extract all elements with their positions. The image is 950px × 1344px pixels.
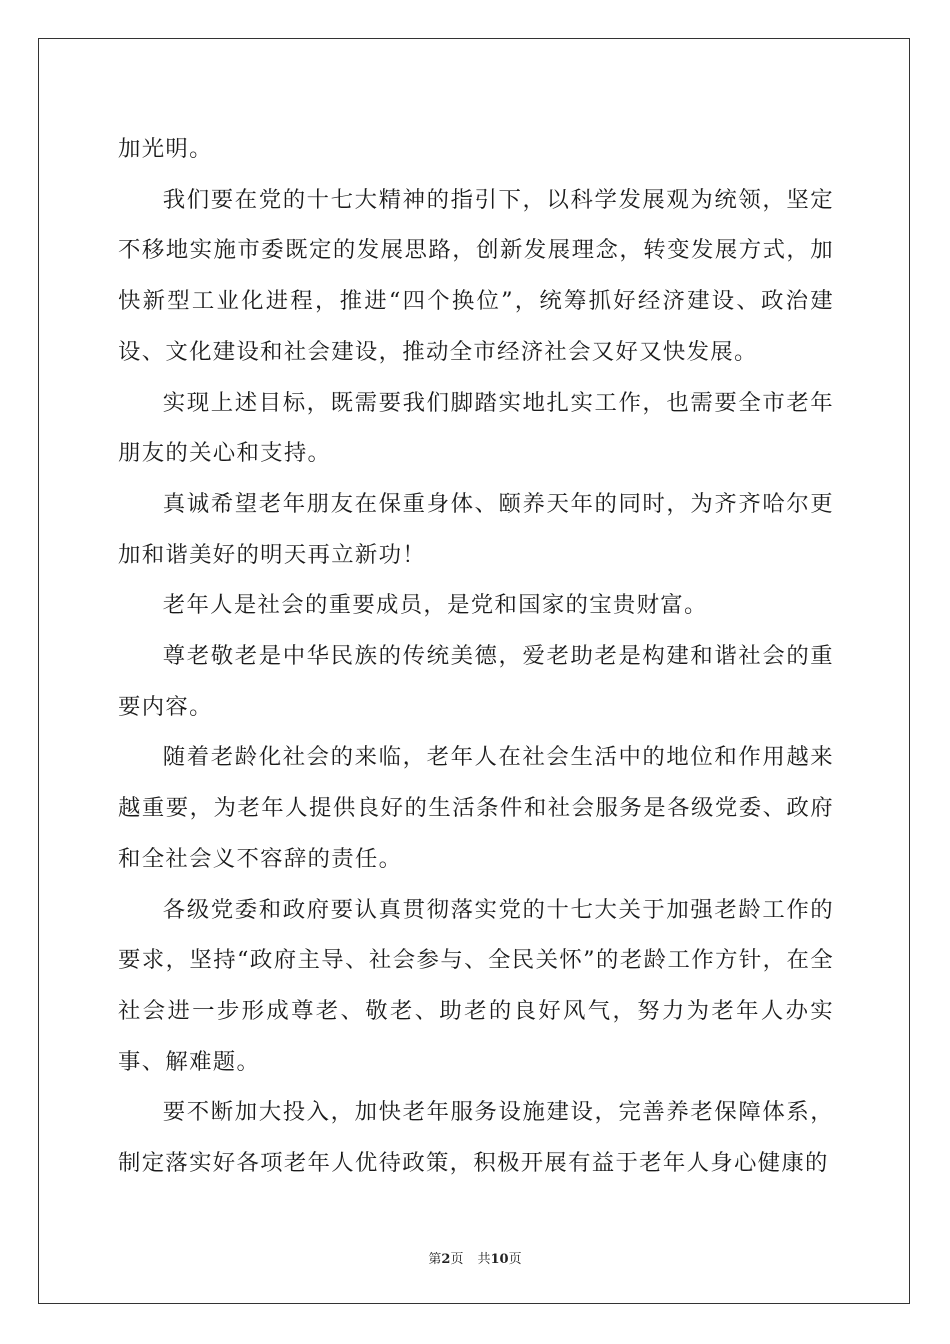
paragraph-9: 要不断加大投入，加快老年服务设施建设，完善养老保障体系，制定落实好各项老年人优待政策，积极开展有益于老年人身心健康的: [118, 1099, 834, 1177]
paragraph-2: 我们要在党的十七大精神的指引下，以科学发展观为统领，坚定不移地实施市委既定的发展思路，创新发展理念，转变发展方式，加快新型工业化进程，推进“四个换位”，统筹抓好经济建设、政治建设、文化建设和社会建设，推动全市经济社会又好又快发展。: [118, 186, 834, 365]
total-page-number: 10: [490, 1252, 509, 1267]
current-page-number: 2: [441, 1252, 451, 1267]
page-number: [428, 1252, 463, 1267]
total-suffix: 页: [508, 1252, 522, 1267]
paragraph-6: 尊老敬老是中华民族的传统美德，爱老助老是构建和谐社会的重要内容。: [118, 643, 834, 720]
document-body: [118, 124, 834, 1189]
paragraph-5: 老年人是社会的重要成员，是党和国家的宝贵财富。: [162, 592, 708, 619]
total-prefix: 共: [477, 1252, 491, 1267]
page-suffix: 页: [450, 1252, 464, 1267]
paragraph-4: 真诚希望老年朋友在保重身体、颐养天年的同时，为齐齐哈尔更加和谐美好的明天再立新功！: [118, 490, 834, 568]
page-prefix: 第: [428, 1252, 442, 1267]
paragraph-8: 各级党委和政府要认真贯彻落实党的十七大关于加强老龄工作的要求，坚持“政府主导、社会参与、全民关怀”的老龄工作方针，在全社会进一步形成尊老、敬老、助老的良好风气，努力为老年人办实事、解难题。: [118, 896, 834, 1075]
page-footer: [0, 1248, 950, 1267]
paragraph-1: 加光明。: [118, 136, 213, 162]
total-pages: [477, 1252, 521, 1267]
paragraph-3: 实现上述目标，既需要我们脚踏实地扎实工作，也需要全市老年朋友的关心和支持。: [118, 389, 834, 467]
paragraph-7: 随着老龄化社会的来临，老年人在社会生活中的地位和作用越来越重要，为老年人提供良好的生活条件和社会服务是各级党委、政府和全社会义不容辞的责任。: [118, 744, 834, 872]
